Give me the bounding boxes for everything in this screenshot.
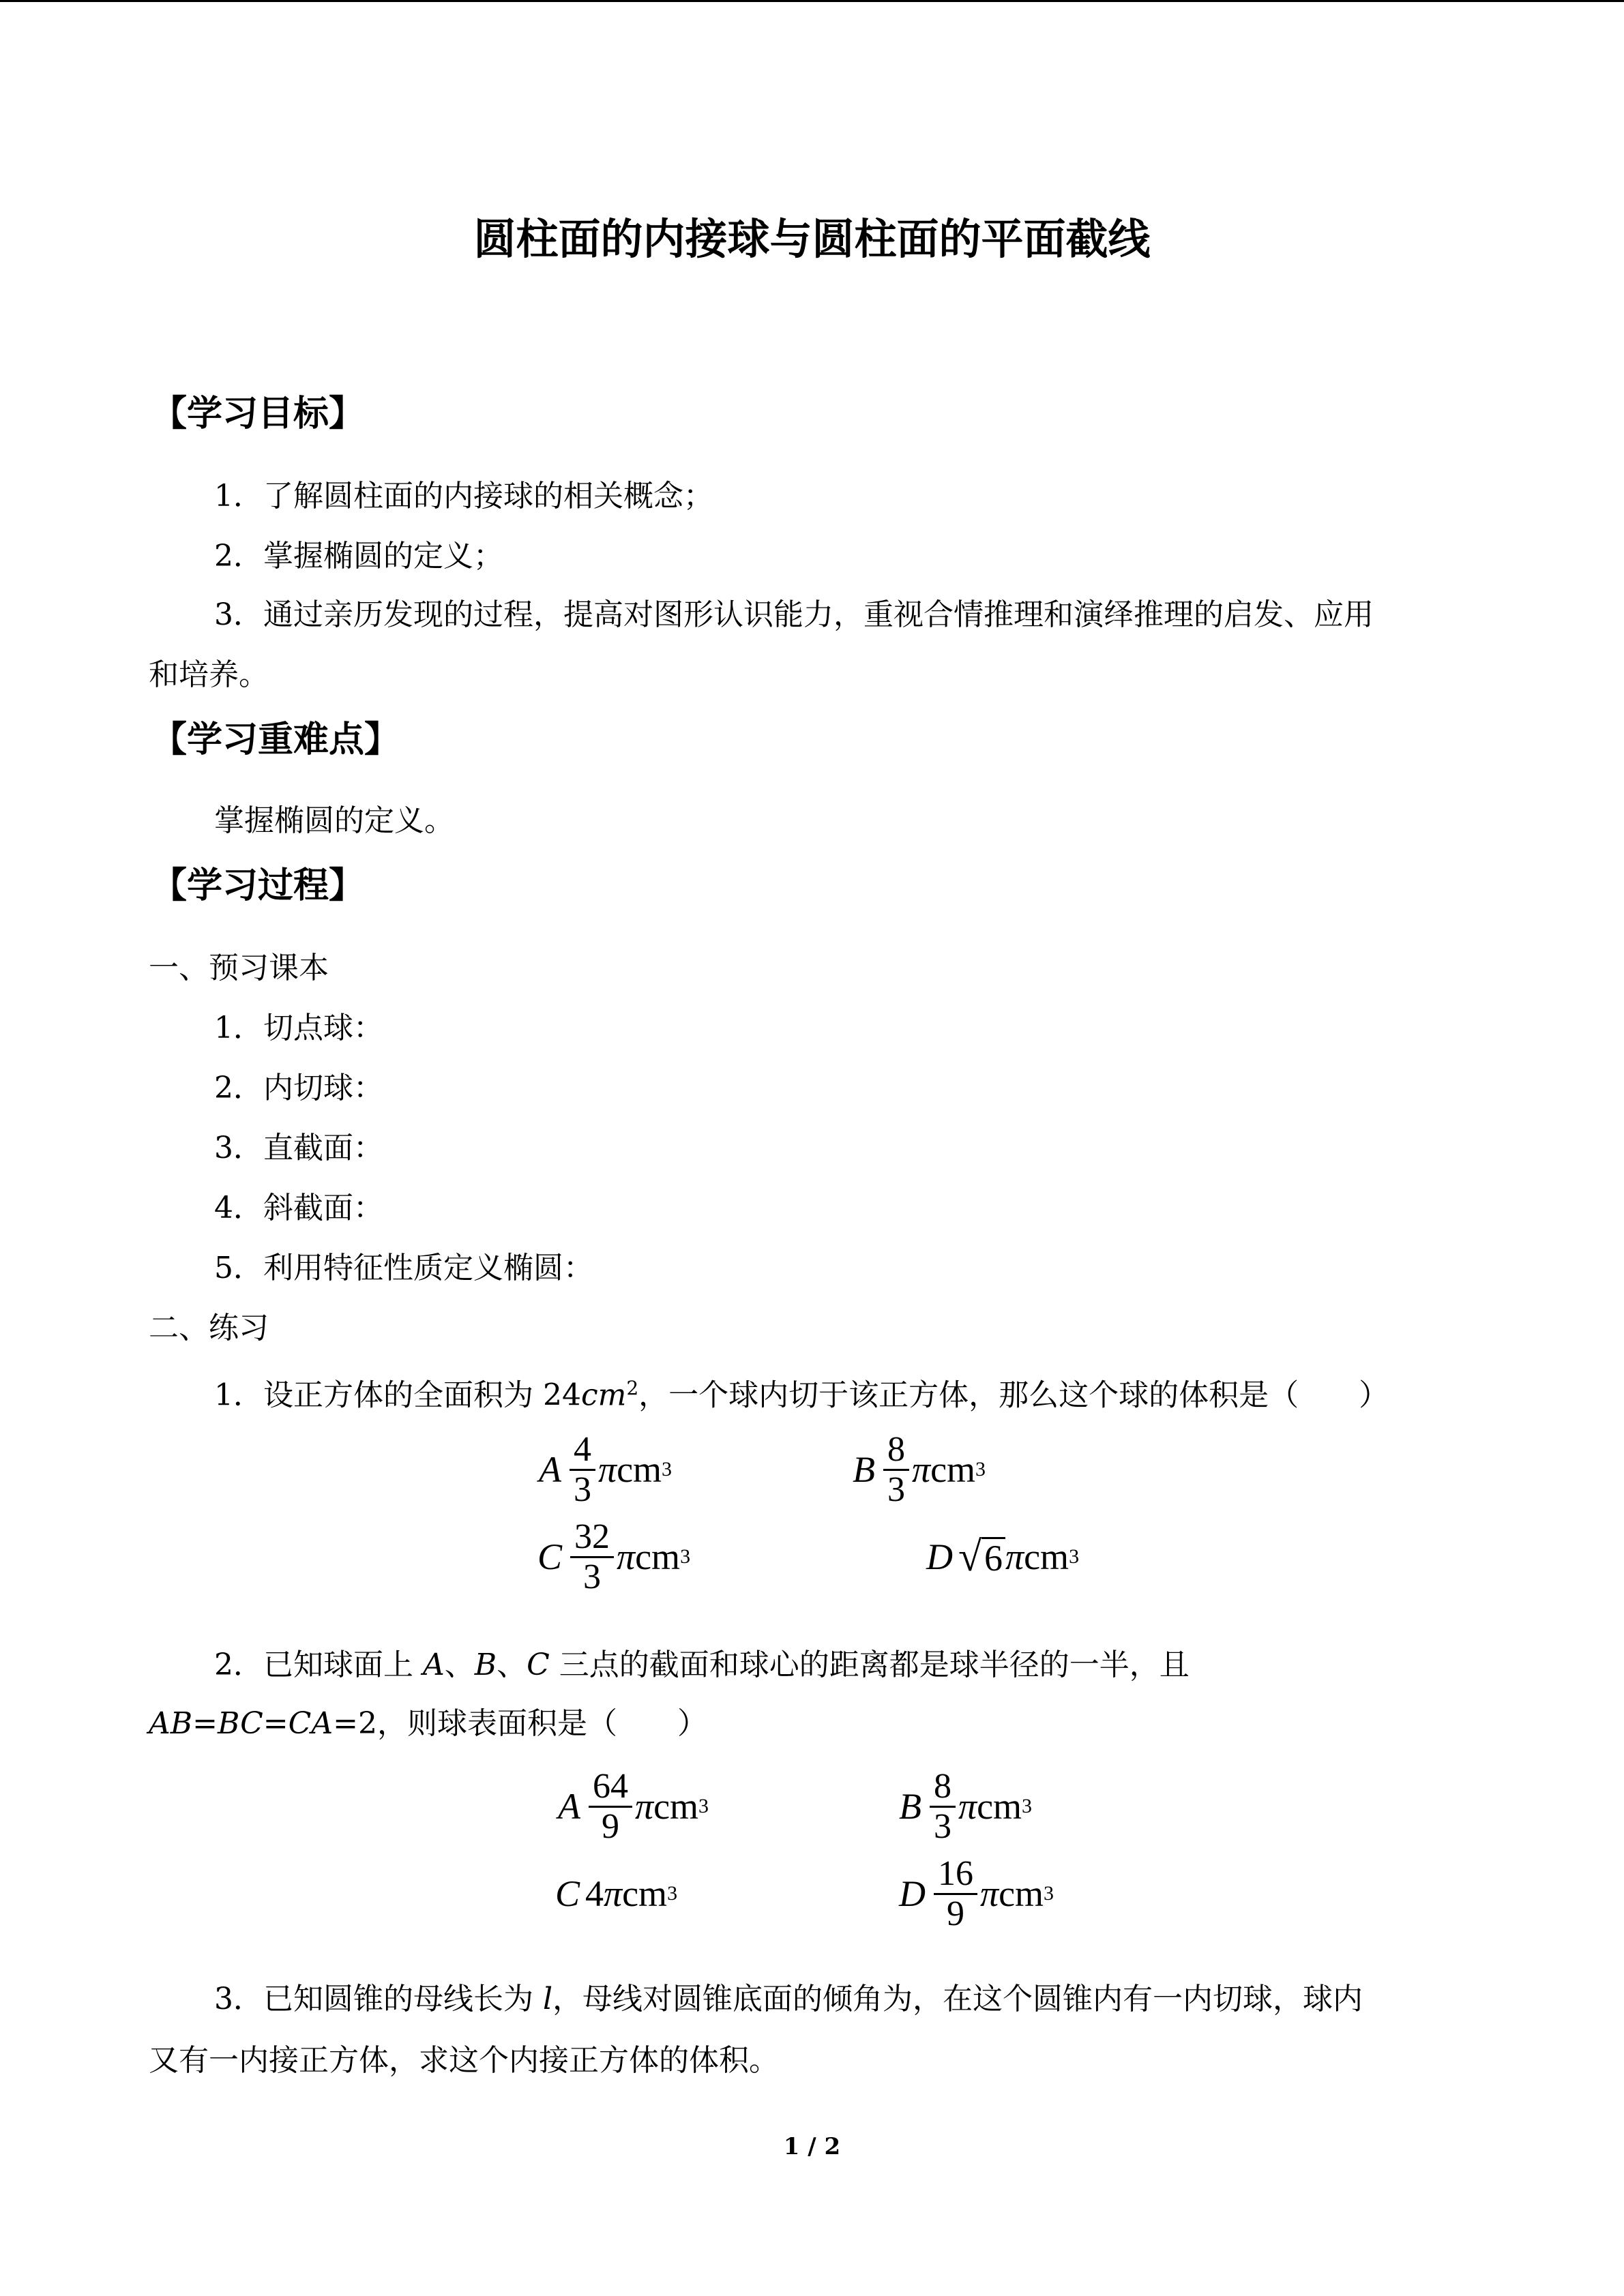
preview-item-4: 4．斜截面：	[214, 1191, 383, 1225]
objective-item-1: 1．了解圆柱面的内接球的相关概念；	[214, 479, 713, 513]
top-border	[0, 0, 1624, 2]
preview-item-2: 2．内切球：	[214, 1071, 383, 1105]
question-1: 1．设正方体的全面积为 $24cm^2$，一个球内切于该正方体，那么这个球的体积是（ ）	[214, 1377, 1389, 1413]
question-3-cont: 又有一内接正方体，求这个内接正方体的体积。	[149, 2043, 779, 2078]
document-title: 圆柱面的内接球与圆柱面的平面截线	[473, 214, 1151, 264]
heading-process: 【学习过程】	[151, 865, 365, 906]
heading-key-points: 【学习重难点】	[151, 719, 400, 760]
question-2: 2．已知球面上 A、B、C 三点的截面和球心的距离都是球半径的一半，且	[214, 1648, 1190, 1682]
preview-title: 一、预习课本	[149, 951, 329, 985]
preview-item-5: 5．利用特征性质定义椭圆：	[214, 1251, 593, 1285]
objective-item-2: 2．掌握椭圆的定义；	[214, 539, 503, 573]
q1-option-c: C $\frac{32}{3}$ π cm 3	[537, 1517, 691, 1596]
q2-option-b: B $\frac{8}{3}$ π cm 3	[899, 1766, 1033, 1846]
q2-option-c: C 4 π cm 3	[555, 1873, 678, 1914]
question-3: 3．已知圆锥的母线长为 l，母线对圆锥底面的倾角为，在这个圆锥内有一内切球，球内	[214, 1982, 1363, 2016]
objective-item-3: 3．通过亲历发现的过程，提高对图形认识能力，重视合情推理和演绎推理的启发、应用	[214, 597, 1374, 632]
q1-option-d: D √ 6 π cm 3	[926, 1534, 1080, 1580]
q2-option-a: A $\frac{64}{9}$ π cm 3	[558, 1766, 709, 1846]
q1-option-a: A $\frac{4}{3}$ π cm 3	[539, 1429, 673, 1509]
page-number: 1 / 2	[783, 2133, 841, 2160]
preview-item-3: 3．直截面：	[214, 1131, 383, 1165]
practice-title: 二、练习	[149, 1311, 269, 1345]
key-points-text: 掌握椭圆的定义。	[214, 803, 454, 838]
objective-item-3-cont: 和培养。	[149, 657, 269, 692]
question-2-cont: AB=BC=CA=2，则球表面积是（ ）	[149, 1706, 707, 1741]
q1-option-b: B $\frac{8}{3}$ π cm 3	[853, 1429, 986, 1509]
heading-objectives: 【学习目标】	[151, 393, 365, 434]
preview-item-1: 1．切点球：	[214, 1011, 383, 1045]
q2-option-d: D $\frac{16}{9}$ π cm 3	[899, 1853, 1054, 1933]
